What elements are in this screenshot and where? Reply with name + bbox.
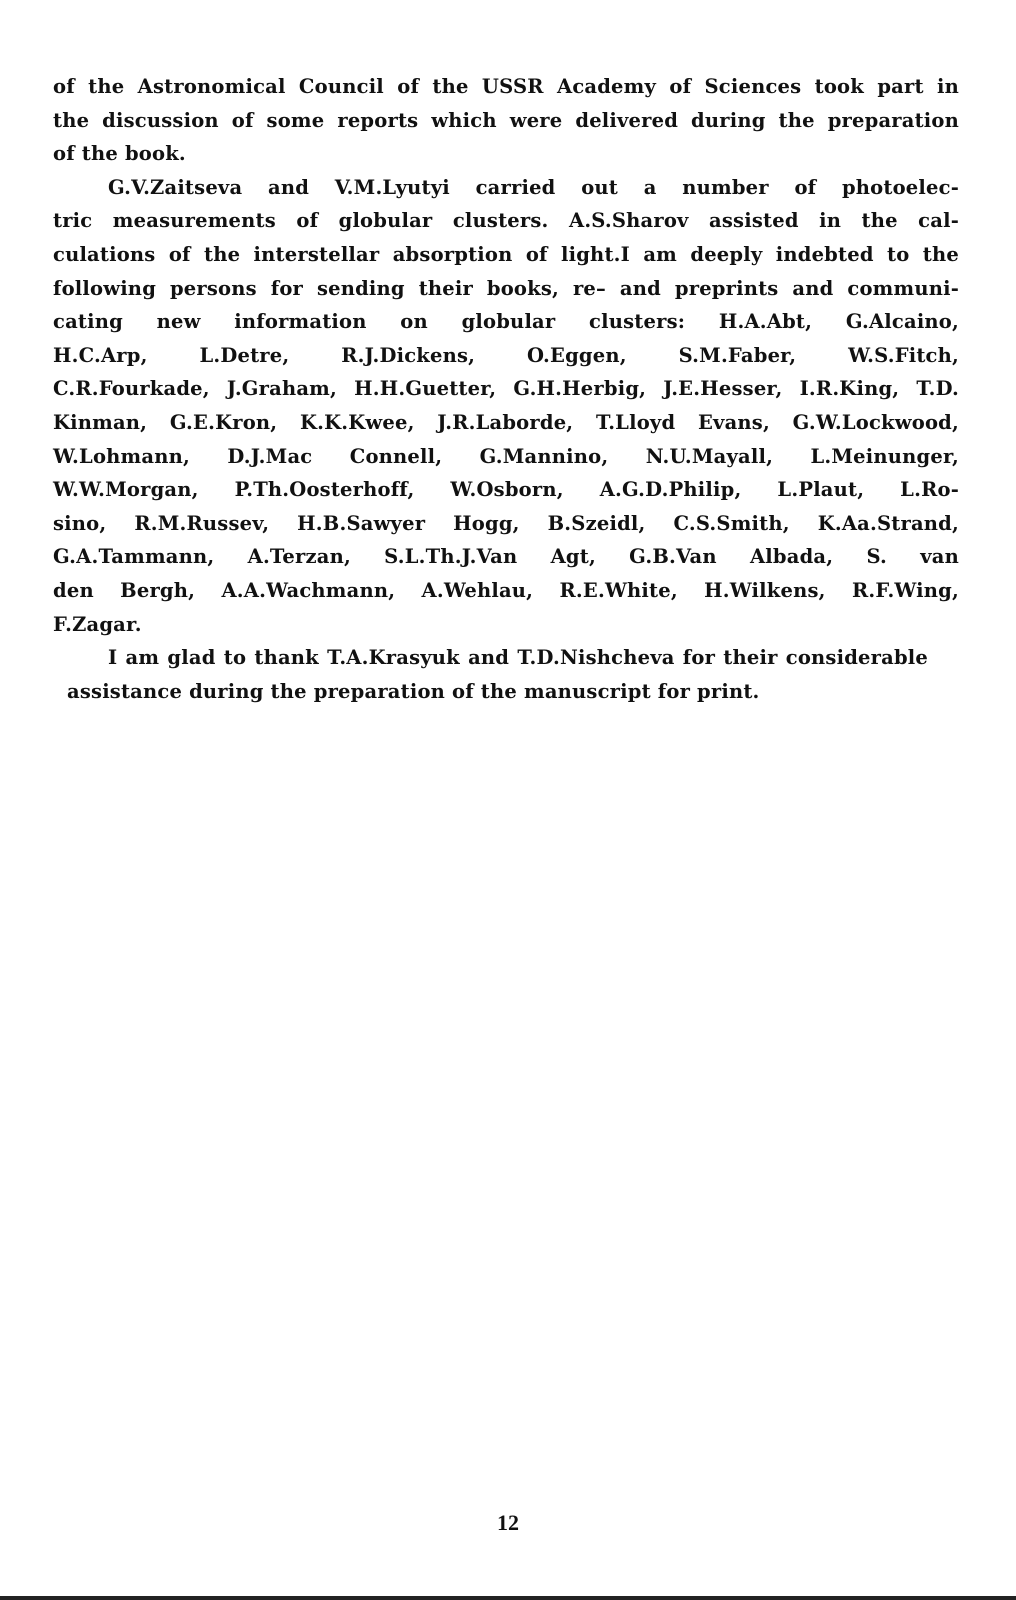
paragraph-thanks xyxy=(53,641,959,708)
text-line: H.C.Arp, L.Detre, R.J.Dickens, O.Eggen, S.M.Faber, W.S.Fitch, xyxy=(53,343,959,367)
text-line: assistance during the preparation of the manuscript for print. xyxy=(67,679,760,703)
text-line: of the book. xyxy=(53,142,186,166)
text-line: C.R.Fourkade, J.Graham, H.H.Guetter, G.H.Herbig, J.E.Hesser, I.R.King, T.D. xyxy=(53,377,959,401)
text-line: following persons for sending their books, re– and preprints and communi- xyxy=(53,276,959,300)
text-line: W.Lohmann, D.J.Mac Connell, G.Mannino, N.U.Mayall, L.Meinunger, xyxy=(53,444,959,468)
body-text xyxy=(53,70,959,708)
paragraph-continuation xyxy=(53,70,959,171)
text-line: den Bergh, A.A.Wachmann, A.Wehlau, R.E.White, H.Wilkens, R.F.Wing, xyxy=(53,578,959,602)
text-line: the discussion of some reports which were delivered during the preparation xyxy=(53,108,959,132)
text-line: F.Zagar. xyxy=(53,612,142,636)
text-line: G.A.Tammann, A.Terzan, S.L.Th.J.Van Agt, G.B.Van Albada, S. van xyxy=(53,545,959,569)
text-line: tric measurements of globular clusters. A.S.Sharov assisted in the cal- xyxy=(53,209,959,233)
page-number: 12 xyxy=(497,1510,519,1535)
text-line: W.W.Morgan, P.Th.Oosterhoff, W.Osborn, A.G.D.Philip, L.Plaut, L.Ro- xyxy=(53,478,959,502)
text-line: Kinman, G.E.Kron, K.K.Kwee, J.R.Laborde, T.Lloyd Evans, G.W.Lockwood, xyxy=(53,410,959,434)
page-bottom-edge xyxy=(0,1596,1016,1600)
text-line: I am glad to thank T.A.Krasyuk and T.D.Nishcheva for their considerable xyxy=(108,646,928,670)
text-line: culations of the interstellar absorption of light.I am deeply indebted to the xyxy=(53,242,959,266)
text-line: G.V.Zaitseva and V.M.Lyutyi carried out a number of photoelec- xyxy=(108,175,959,199)
text-line: sino, R.M.Russev, H.B.Sawyer Hogg, B.Szeidl, C.S.Smith, K.Aa.Strand, xyxy=(53,511,959,535)
paragraph-acknowledgements xyxy=(53,171,959,641)
text-line: cating new information on globular clusters: H.A.Abt, G.Alcaino, xyxy=(53,310,959,334)
text-line: of the Astronomical Council of the USSR Academy of Sciences took part in xyxy=(53,75,959,98)
